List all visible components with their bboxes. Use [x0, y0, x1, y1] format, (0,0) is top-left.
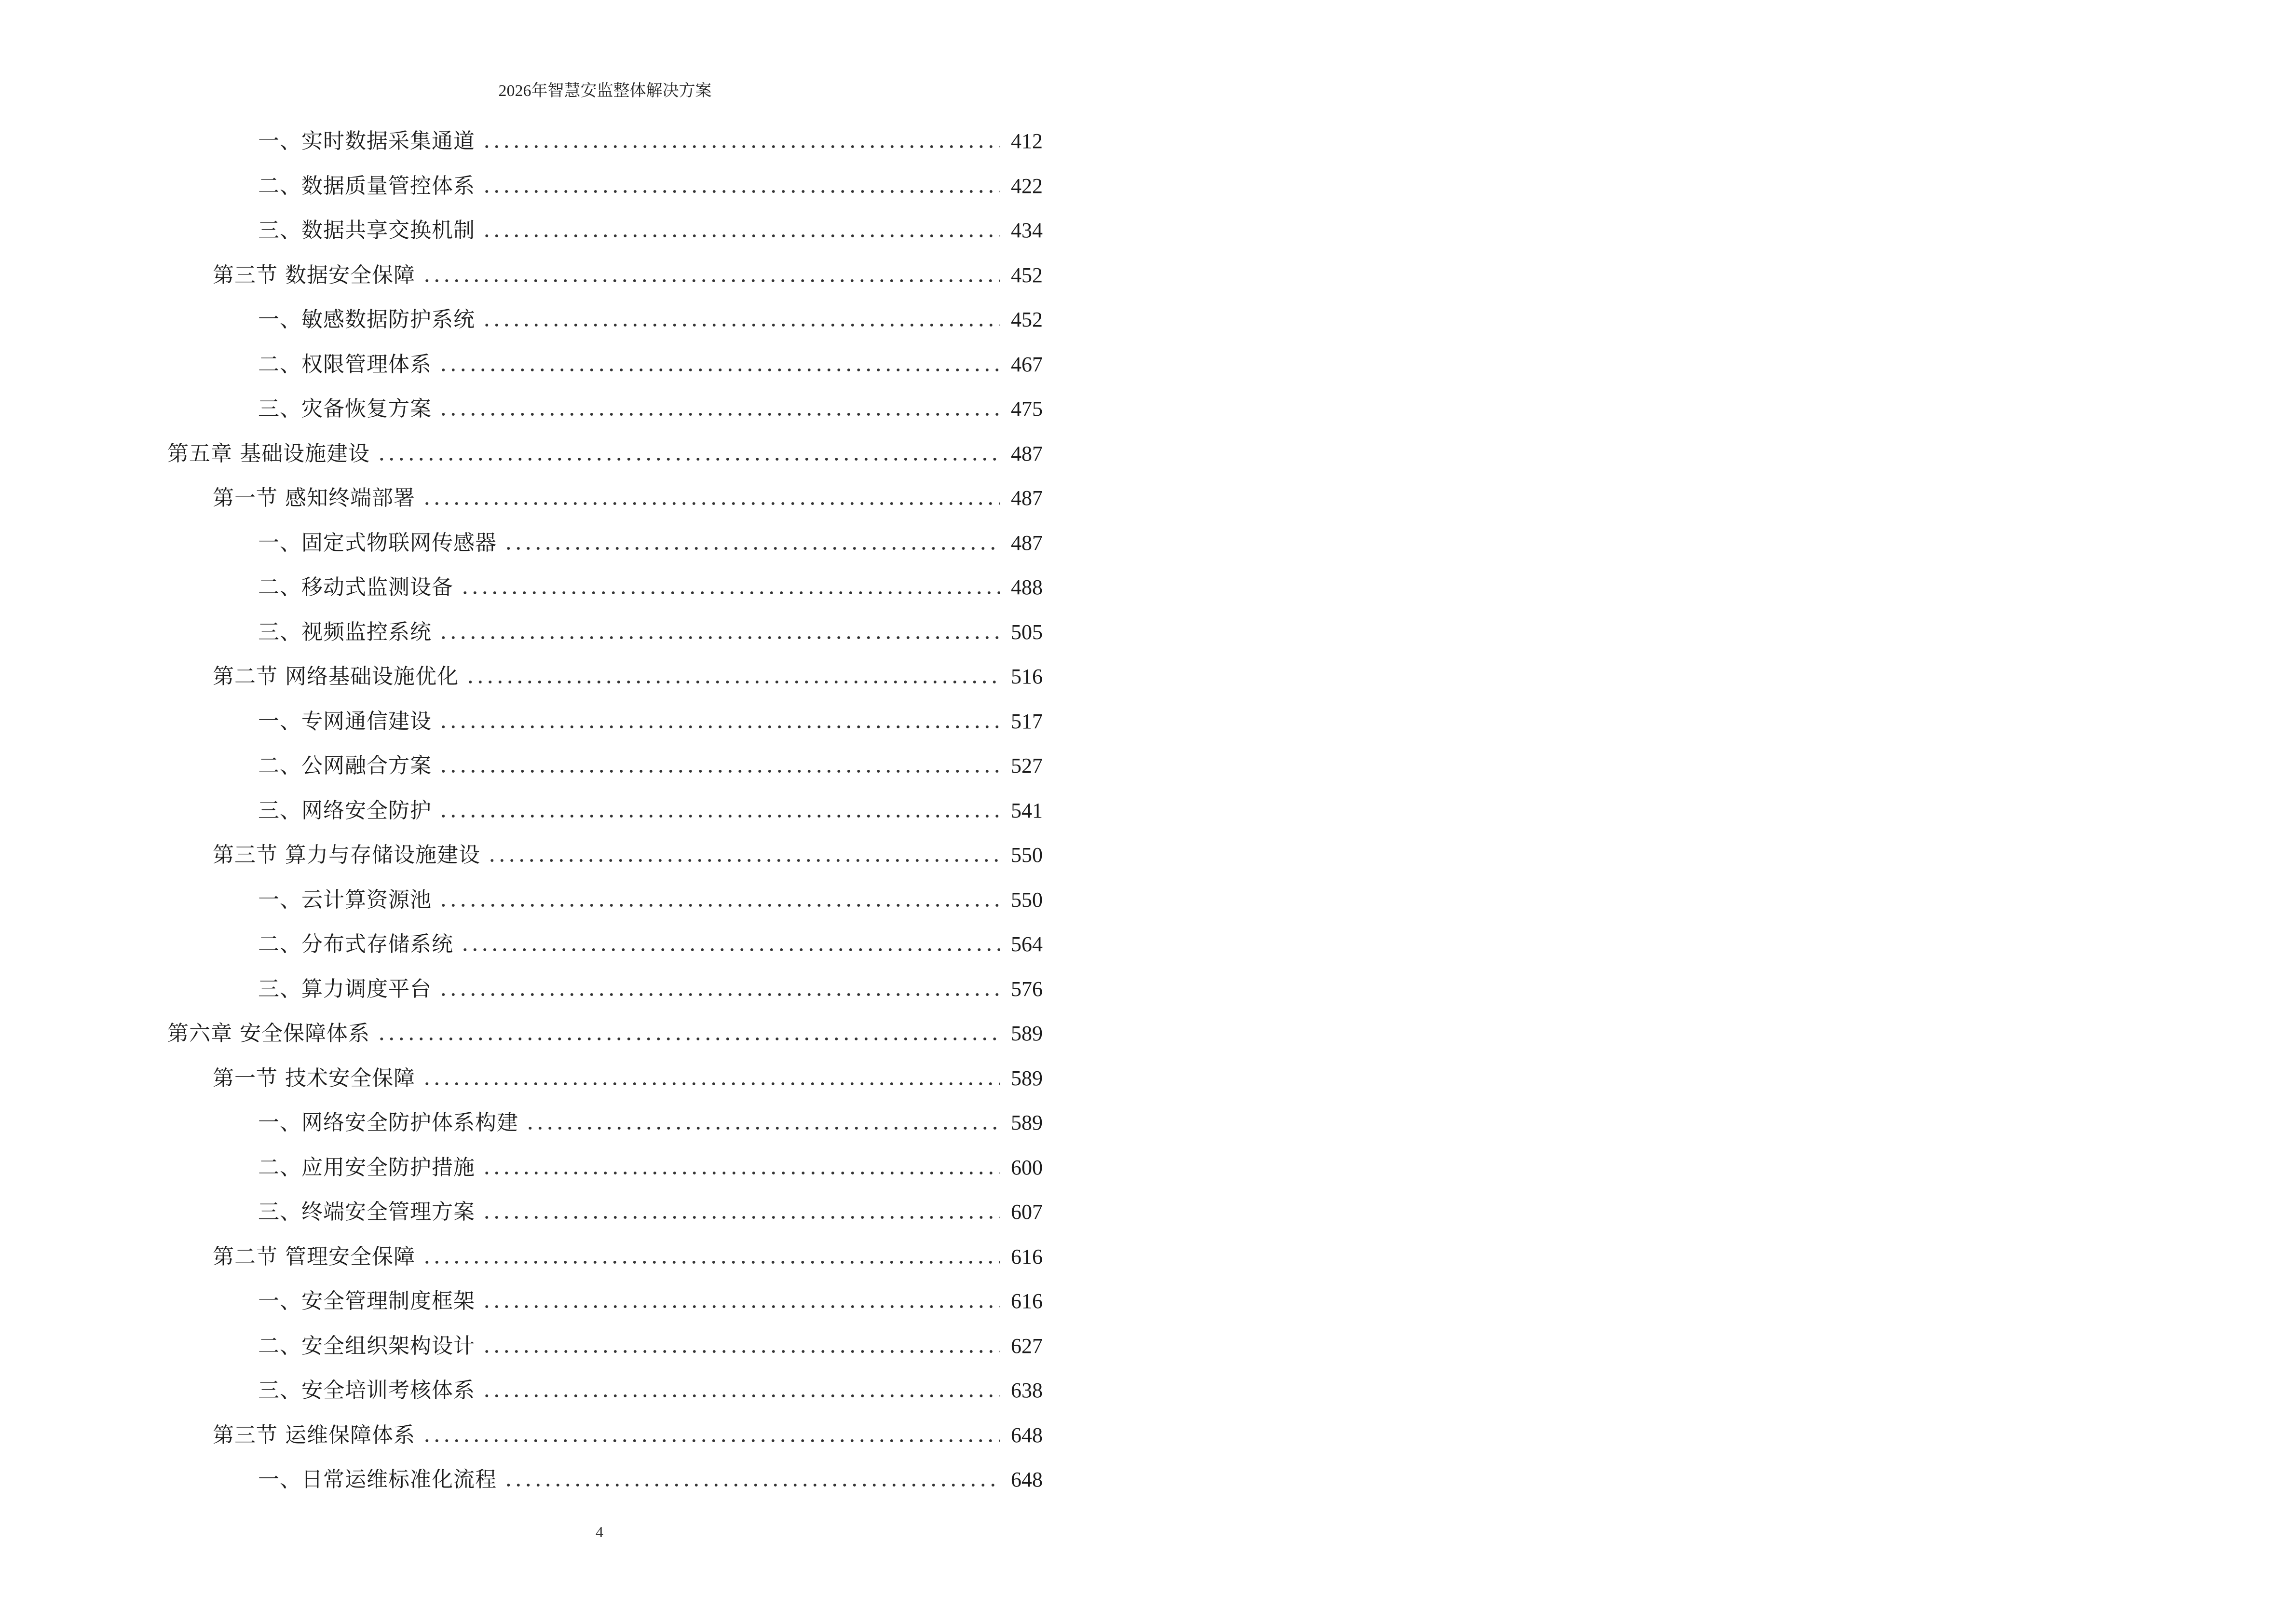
dot-leader [422, 502, 1000, 505]
toc-entry[interactable] [167, 1101, 1043, 1146]
toc-entry-page: 475 [1011, 397, 1043, 421]
toc-entry[interactable] [167, 432, 1043, 477]
dot-leader [460, 591, 1000, 595]
toc-entry-title: 三、灾备恢复方案 [258, 396, 432, 422]
toc-entry-page: 505 [1011, 620, 1043, 644]
dot-leader [482, 1394, 1000, 1398]
toc-entry-title: 三、算力调度平台 [258, 976, 432, 1001]
right-page [1144, 0, 2287, 1624]
dot-leader [525, 1126, 1000, 1130]
toc-entry[interactable] [167, 1279, 1043, 1324]
toc-entry-title: 二、公网融合方案 [258, 753, 432, 778]
toc-entry[interactable] [167, 164, 1043, 209]
dot-leader [422, 279, 1000, 283]
toc-entry-page: 487 [1011, 531, 1043, 555]
toc-entry[interactable] [167, 476, 1043, 521]
toc-entry[interactable] [167, 1413, 1043, 1458]
toc-entry-page: 412 [1011, 129, 1043, 153]
toc-entry[interactable] [167, 298, 1043, 342]
toc-entry[interactable] [167, 699, 1043, 744]
toc-entry-page: 550 [1011, 843, 1043, 867]
running-header: 2026年智慧安监整体解决方案 [498, 82, 712, 100]
toc-entry[interactable] [167, 1458, 1043, 1502]
dot-leader [438, 368, 1000, 372]
dot-leader [422, 1082, 1000, 1086]
dot-leader [487, 859, 1000, 862]
dot-leader [422, 1439, 1000, 1443]
toc-entry-title: 二、移动式监测设备 [258, 575, 453, 600]
toc-entry-title: 第六章 安全保障体系 [167, 1021, 370, 1046]
toc-entry-page: 487 [1011, 441, 1043, 465]
dot-leader [482, 190, 1000, 193]
dot-leader [438, 814, 1000, 818]
toc-entry-page: 487 [1011, 486, 1043, 510]
dot-leader [482, 323, 1000, 327]
toc-entry-title: 三、数据共享交换机制 [258, 218, 475, 243]
toc-entry[interactable] [167, 1235, 1043, 1280]
toc-entry-title: 第二节 管理安全保障 [213, 1244, 415, 1269]
toc-entry-title: 第三节 数据安全保障 [213, 262, 415, 287]
toc-entry-page: 607 [1011, 1200, 1043, 1224]
toc-entry[interactable] [167, 967, 1043, 1012]
toc-entry-page: 550 [1011, 887, 1043, 912]
toc-entry-page: 616 [1011, 1289, 1043, 1313]
toc-entry-title: 第一节 感知终端部署 [213, 486, 415, 511]
toc-entry-page: 452 [1011, 263, 1043, 287]
dot-leader [438, 725, 1000, 729]
toc-entry-title: 一、专网通信建设 [258, 709, 432, 734]
toc-entry-page: 564 [1011, 932, 1043, 956]
toc-entry-title: 一、日常运维标准化流程 [258, 1467, 497, 1492]
toc-entry-page: 516 [1011, 665, 1043, 689]
toc-entry-title: 三、安全培训考核体系 [258, 1378, 475, 1403]
dot-leader [438, 412, 1000, 416]
toc-entry-page: 589 [1011, 1022, 1043, 1046]
toc-entry-title: 一、敏感数据防护系统 [258, 307, 475, 332]
toc-entry[interactable] [167, 655, 1043, 699]
dot-leader [482, 1215, 1000, 1219]
dot-leader [482, 1305, 1000, 1309]
toc-entry-page: 541 [1011, 798, 1043, 822]
toc-entry-title: 一、安全管理制度框架 [258, 1289, 475, 1314]
dot-leader [438, 903, 1000, 907]
toc-entry[interactable] [167, 878, 1043, 923]
toc-entry[interactable] [167, 744, 1043, 789]
toc-entry-title: 三、终端安全管理方案 [258, 1200, 475, 1225]
toc-entry-page: 517 [1011, 709, 1043, 733]
toc-entry-title: 一、网络安全防护体系构建 [258, 1110, 518, 1135]
toc-entry-title: 二、数据质量管控体系 [258, 173, 475, 198]
toc-entry-title: 第五章 基础设施建设 [167, 441, 370, 466]
toc-entry-title: 第三节 算力与存储设施建设 [213, 843, 480, 868]
dot-leader [465, 680, 1000, 684]
toc-entry-title: 一、云计算资源池 [258, 887, 432, 912]
toc-entry-page: 452 [1011, 308, 1043, 332]
page-number: 4 [596, 1523, 603, 1541]
dot-leader [438, 636, 1000, 640]
toc-entry-title: 二、权限管理体系 [258, 352, 432, 377]
toc-entry-page: 616 [1011, 1244, 1043, 1269]
dot-leader [482, 1171, 1000, 1175]
toc-entry[interactable] [167, 119, 1043, 164]
dot-leader [438, 769, 1000, 773]
toc-entry-title: 三、网络安全防护 [258, 798, 432, 823]
toc-entry-title: 一、实时数据采集通道 [258, 129, 475, 154]
toc-entry[interactable] [167, 1190, 1043, 1235]
toc-entry-page: 648 [1011, 1423, 1043, 1447]
dot-leader [504, 546, 1000, 550]
toc-entry-title: 三、视频监控系统 [258, 619, 432, 644]
dot-leader [377, 1037, 1000, 1041]
toc-entry[interactable] [167, 1368, 1043, 1413]
toc-entry-page: 648 [1011, 1468, 1043, 1492]
toc-entry-title: 二、安全组织架构设计 [258, 1333, 475, 1358]
toc-entry[interactable] [167, 789, 1043, 833]
toc-entry-page: 589 [1011, 1111, 1043, 1135]
toc-entry-title: 二、分布式存储系统 [258, 932, 453, 957]
dot-leader [377, 457, 1000, 461]
toc-entry-page: 422 [1011, 174, 1043, 198]
toc-entry[interactable] [167, 342, 1043, 387]
toc-entry[interactable] [167, 565, 1043, 610]
dot-leader [504, 1483, 1000, 1487]
toc-entry-page: 627 [1011, 1334, 1043, 1358]
toc-entry[interactable] [167, 1011, 1043, 1056]
toc-entry[interactable] [167, 253, 1043, 298]
toc-entry[interactable] [167, 1056, 1043, 1101]
toc-entry[interactable] [167, 1146, 1043, 1190]
dot-leader [482, 1350, 1000, 1353]
toc-entry[interactable] [167, 610, 1043, 655]
toc-entry[interactable] [167, 208, 1043, 253]
dot-leader [438, 993, 1000, 996]
toc-entry[interactable] [167, 387, 1043, 432]
toc-entry-page: 434 [1011, 218, 1043, 243]
toc-entry-page: 527 [1011, 754, 1043, 778]
toc-entry-page: 488 [1011, 575, 1043, 600]
toc-entry-page: 589 [1011, 1066, 1043, 1090]
dot-leader [422, 1260, 1000, 1264]
toc-entry[interactable] [167, 833, 1043, 878]
toc-entry-title: 二、应用安全防护措施 [258, 1155, 475, 1180]
dot-leader [482, 234, 1000, 238]
dot-leader [482, 145, 1000, 149]
toc-entry-title: 第二节 网络基础设施优化 [213, 664, 459, 689]
toc-entry-page: 576 [1011, 977, 1043, 1001]
toc-entry-title: 第一节 技术安全保障 [213, 1065, 415, 1091]
toc-entry-page: 467 [1011, 352, 1043, 376]
toc-entry-title: 第三节 运维保障体系 [213, 1422, 415, 1447]
toc-entry[interactable] [167, 521, 1043, 566]
dot-leader [460, 948, 1000, 952]
toc-entry[interactable] [167, 922, 1043, 967]
toc-entry-page: 600 [1011, 1155, 1043, 1179]
toc-entry-page: 638 [1011, 1378, 1043, 1403]
toc-entry-title: 一、固定式物联网传感器 [258, 530, 497, 555]
table-of-contents [167, 119, 1043, 1502]
toc-entry[interactable] [167, 1324, 1043, 1369]
